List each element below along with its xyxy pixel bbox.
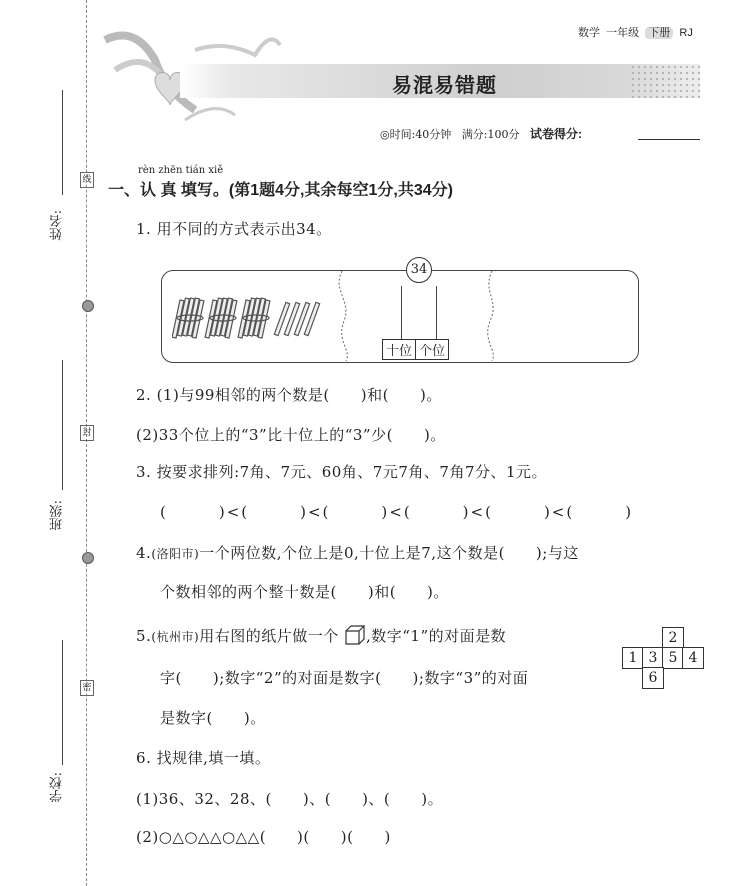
score-blank[interactable] — [638, 139, 700, 140]
q4-region: (洛阳市) — [151, 547, 200, 561]
class-label: 班级: — [50, 500, 65, 531]
grade-label: 一年级 — [606, 27, 640, 39]
seal-char-feng: 封 — [80, 425, 94, 441]
name-underline — [62, 90, 63, 195]
q5-region: (杭州市) — [151, 630, 200, 644]
section-scoring: (第1题4分,其余每空1分,共34分) — [228, 182, 453, 199]
question-5-line-1 — [136, 624, 506, 646]
binding-dotted-line — [86, 0, 87, 886]
net-cell: 4 — [682, 647, 704, 669]
net-cell: 1 — [622, 647, 644, 669]
section-title-text: 一、认 真 填写。 — [108, 182, 229, 199]
book-info — [578, 24, 693, 40]
question-6: 6. 找规律,填一填。 — [136, 749, 271, 767]
question-2-part-2: (2)33个位上的“3”比十位上的“3”少( )。 — [136, 426, 446, 444]
exam-meta — [380, 125, 582, 142]
name-label: 姓名: — [50, 210, 65, 241]
question-6-part-1: (1)36、32、28、( )、( )、( )。 — [136, 790, 444, 808]
q5-text-1b: ,数字“1”的对面是数 — [365, 627, 507, 645]
net-cell: 5 — [662, 647, 684, 669]
q5-number: 5. — [136, 627, 152, 645]
ones-label: 个位 — [419, 344, 446, 359]
volume-badge: 下册 — [645, 27, 673, 39]
section-pinyin: rèn zhēn tián xiě — [138, 165, 224, 176]
wavy-divider-left — [330, 271, 360, 361]
seal-char-mi: 密 — [80, 680, 94, 696]
time-label: ◎时间:40分钟 — [380, 128, 452, 141]
q4-number: 4. — [136, 544, 152, 562]
q4-text-1: 一个两位数,个位上是0,十位上是7,这个数是( );与这 — [199, 544, 579, 562]
edition-label: RJ — [679, 27, 693, 39]
banner-checker-pattern — [630, 64, 700, 98]
question-3-answer-line[interactable]: ( )<( )<( )<( )<( )<( ) — [160, 503, 634, 521]
wavy-divider-right — [478, 271, 508, 361]
question-6-part-2: (2)○△○△△○△△( )( )( ) — [136, 828, 391, 846]
class-underline — [62, 360, 63, 490]
full-marks-label: 满分:100分 — [461, 128, 520, 141]
abacus-rod-tens — [401, 286, 402, 340]
abacus-rod-ones — [436, 286, 437, 340]
school-label: 学校: — [50, 772, 65, 803]
q5-text-1a: 用右图的纸片做一个 — [199, 627, 339, 645]
binding-ring-icon — [82, 552, 94, 564]
net-cell: 6 — [642, 667, 664, 689]
binding-ring-icon — [82, 300, 94, 312]
seal-char-xian: 线 — [80, 172, 94, 188]
place-value-labels — [382, 339, 449, 360]
subject-label: 数学 — [578, 27, 600, 39]
cube-icon — [344, 624, 366, 646]
question-1: 1. 用不同的方式表示出34。 — [136, 220, 332, 238]
question-4-line-1 — [136, 542, 579, 563]
school-underline — [62, 640, 63, 765]
net-cell: 2 — [662, 627, 684, 649]
section-title — [108, 177, 453, 200]
score-label: 试卷得分: — [530, 127, 583, 141]
number-circle: 34 — [406, 257, 432, 283]
question-4-line-2: 个数相邻的两个整十数是( )和( )。 — [160, 583, 449, 601]
question-5-line-3: 是数字( )。 — [160, 709, 266, 727]
net-cell: 3 — [642, 647, 664, 669]
question-2-part-1: 2. (1)与99相邻的两个数是( )和( )。 — [136, 386, 442, 404]
question-3: 3. 按要求排列:7角、7元、60角、7元7角、7角7分、1元。 — [136, 463, 548, 481]
bundled-sticks-icon — [172, 292, 332, 342]
question-5-line-2: 字( );数字“2”的对面是数字( );数字“3”的对面 — [160, 669, 529, 687]
tens-label: 十位 — [383, 340, 416, 359]
page-title: 易混易错题 — [392, 75, 497, 97]
